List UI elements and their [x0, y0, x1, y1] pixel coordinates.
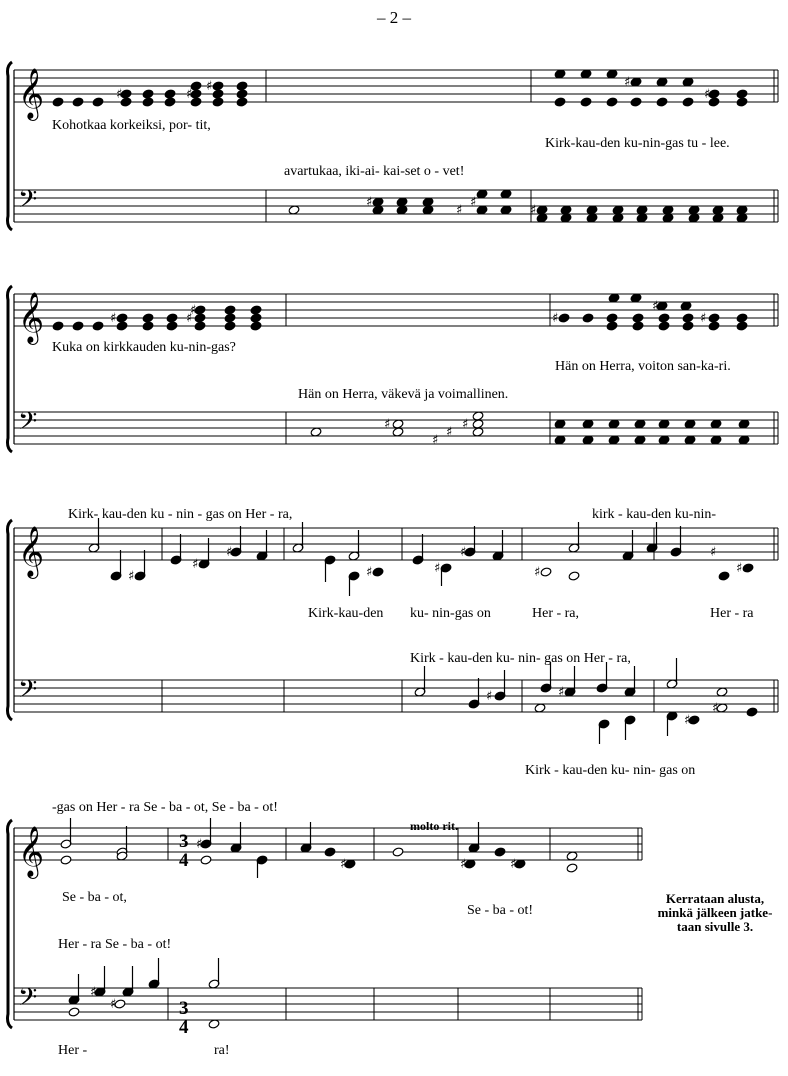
notehead	[566, 863, 578, 873]
notehead	[494, 847, 506, 857]
time-sig-bot-num: 3	[179, 998, 189, 1019]
treble-clef-icon: 𝄞	[18, 68, 45, 119]
notehead	[742, 563, 754, 573]
lyric-s4-bass-2: ra!	[214, 1043, 230, 1058]
notehead	[250, 321, 262, 331]
notehead	[166, 321, 178, 331]
notehead	[236, 89, 248, 99]
sharp-icon: ♯	[110, 997, 117, 1012]
notehead	[324, 847, 336, 857]
notehead	[682, 313, 694, 323]
notehead	[580, 97, 592, 107]
notehead	[708, 321, 720, 331]
notehead	[746, 707, 758, 717]
notehead	[682, 97, 694, 107]
sharp-icon: ♯	[190, 303, 197, 318]
notehead	[558, 313, 570, 323]
lyric-s1-top: Kohotkaa korkeiksi, por- tit,	[52, 118, 211, 133]
notehead	[142, 313, 154, 323]
sharp-icon: ♯	[652, 299, 659, 314]
bass-clef-icon: 𝄢	[18, 983, 38, 1018]
stems	[71, 518, 681, 1000]
sharp-icon: ♯	[116, 87, 123, 102]
notehead	[718, 571, 730, 581]
lyric-s2-mid: Hän on Herra, väkevä ja voimallinen.	[298, 387, 509, 402]
notehead	[200, 855, 212, 865]
notehead	[212, 89, 224, 99]
sharp-icon: ♯	[710, 545, 717, 560]
time-sig-bot-den: 4	[179, 1017, 189, 1038]
lyric-s2-right: Hän on Herra, voiton san-ka-ri.	[555, 359, 731, 374]
page-number: – 2 –	[377, 8, 411, 27]
notehead	[606, 97, 618, 107]
notehead	[224, 321, 236, 331]
sharp-icon: ♯	[510, 857, 517, 872]
treble-clef-icon: 𝄞	[18, 526, 45, 577]
system-bracket	[8, 520, 13, 720]
system-bracket	[8, 820, 13, 1028]
sharp-icon: ♯	[712, 701, 719, 716]
notehead	[52, 321, 64, 331]
sharp-icon: ♯	[434, 561, 441, 576]
sharp-icon: ♯	[340, 857, 347, 872]
notehead	[92, 97, 104, 107]
notehead	[682, 321, 694, 331]
sharp-icon: ♯	[470, 195, 477, 210]
sharp-icon: ♯	[366, 565, 373, 580]
sharp-icon: ♯	[704, 87, 711, 102]
sharp-icon: ♯	[206, 79, 213, 94]
notehead	[250, 305, 262, 315]
notehead	[540, 567, 552, 577]
notehead	[142, 97, 154, 107]
lyric-s4-soprano: -gas on Her - ra Se - ba - ot, Se - ba - ot!	[52, 800, 278, 815]
lyric-s4-tenor: Her - ra Se - ba - ot!	[58, 937, 172, 952]
notehead	[142, 89, 154, 99]
notehead	[236, 81, 248, 91]
notehead	[630, 97, 642, 107]
lyric-s3-bass: Kirk - kau-den ku- nin- gas on	[525, 763, 696, 778]
sharp-icon: ♯	[700, 311, 707, 326]
lyric-s3-alto-1: Kirk-kau-den	[308, 606, 384, 621]
notehead	[194, 321, 206, 331]
notehead	[736, 97, 748, 107]
sharp-icon: ♯	[456, 203, 463, 218]
notehead	[658, 321, 670, 331]
notehead	[736, 89, 748, 99]
notehead	[68, 1007, 80, 1017]
notehead	[92, 321, 104, 331]
notehead	[606, 321, 618, 331]
sharp-icon: ♯	[366, 195, 373, 210]
notehead	[736, 321, 748, 331]
notehead	[372, 567, 384, 577]
sharp-icon: ♯	[186, 87, 193, 102]
sharp-icon: ♯	[684, 713, 691, 728]
lyric-s3-above-1: Kirk- kau-den ku - nin - gas on Her - ra,	[68, 507, 293, 522]
notehead	[60, 855, 72, 865]
notehead	[72, 97, 84, 107]
bass-clef-icon: 𝄢	[18, 185, 38, 220]
sharp-icon: ♯	[552, 311, 559, 326]
lyric-s4-alto-2: Se - ba - ot!	[467, 903, 534, 918]
sharp-icon: ♯	[192, 557, 199, 572]
notehead	[632, 321, 644, 331]
notehead	[392, 847, 404, 857]
sharp-icon: ♯	[196, 837, 203, 852]
lyric-s3-alto-4: Her - ra	[710, 606, 754, 621]
sharp-icon: ♯	[446, 425, 453, 440]
notehead	[212, 81, 224, 91]
system-brackets	[8, 62, 13, 1028]
sharp-icon: ♯	[128, 569, 135, 584]
sharp-icon: ♯	[90, 985, 97, 1000]
notehead	[166, 313, 178, 323]
notehead	[224, 305, 236, 315]
notehead	[116, 321, 128, 331]
notehead	[554, 97, 566, 107]
bass-clef-icon: 𝄢	[18, 675, 38, 710]
time-sig-top-den: 4	[179, 850, 189, 871]
sharp-icon: ♯	[384, 417, 391, 432]
notehead	[72, 321, 84, 331]
notehead	[52, 97, 64, 107]
sharp-icon: ♯	[736, 561, 743, 576]
lyric-s1-right: Kirk-kau-den ku-nin-gas tu - lee.	[545, 136, 730, 151]
notehead	[568, 571, 580, 581]
sharp-icon: ♯	[110, 311, 117, 326]
sharp-icon: ♯	[486, 689, 493, 704]
notehead	[224, 313, 236, 323]
tempo-marking: molto rit.	[410, 819, 458, 833]
sharp-icon: ♯	[624, 75, 631, 90]
bass-clef-icon: 𝄢	[18, 407, 38, 442]
lyric-s4-alto-1: Se - ba - ot,	[62, 890, 127, 905]
notehead	[606, 313, 618, 323]
treble-clef-icon: 𝄞	[18, 826, 45, 877]
sharp-icon: ♯	[530, 203, 537, 218]
notehead	[236, 97, 248, 107]
lyric-s4-bass-1: Her -	[58, 1043, 88, 1058]
system-bracket	[8, 286, 13, 452]
sharp-icon: ♯	[226, 545, 233, 560]
notehead	[632, 313, 644, 323]
sharp-icon: ♯	[534, 565, 541, 580]
notehead	[736, 313, 748, 323]
noteheads	[52, 69, 758, 1029]
notehead	[164, 89, 176, 99]
sharp-icon: ♯	[460, 545, 467, 560]
lyric-s3-tenor: Kirk - kau-den ku- nin- gas on Her - ra,	[410, 651, 631, 666]
sharp-icon: ♯	[186, 311, 193, 326]
sharp-icon: ♯	[432, 433, 439, 448]
lyric-s3-above-2: kirk - kau-den ku-nin-	[592, 507, 717, 522]
lyric-s3-alto-2: ku- nin-gas on	[410, 606, 491, 621]
lyric-s1-mid: avartukaa, iki-ai- kai-set o - vet!	[284, 164, 465, 179]
notehead	[658, 313, 670, 323]
notehead	[164, 97, 176, 107]
lyric-s3-alto-3: Her - ra,	[532, 606, 580, 621]
notehead	[250, 313, 262, 323]
notehead	[116, 313, 128, 323]
repeat-instruction: Kerrataan alusta, minkä jälkeen jatke-taan sivulle 3.	[657, 891, 773, 934]
sharp-icon: ♯	[558, 685, 565, 700]
notehead	[708, 313, 720, 323]
clefs	[18, 68, 44, 1018]
sharp-icon: ♯	[462, 417, 469, 432]
system-bracket	[8, 62, 13, 230]
notehead	[582, 313, 594, 323]
notehead	[212, 97, 224, 107]
lyric-s2-top: Kuka on kirkkauden ku-nin-gas?	[52, 340, 236, 355]
notehead	[142, 321, 154, 331]
treble-clef-icon: 𝄞	[18, 292, 45, 343]
notehead	[656, 97, 668, 107]
sharp-icon: ♯	[460, 857, 467, 872]
time-sig-top-num: 3	[179, 831, 189, 852]
